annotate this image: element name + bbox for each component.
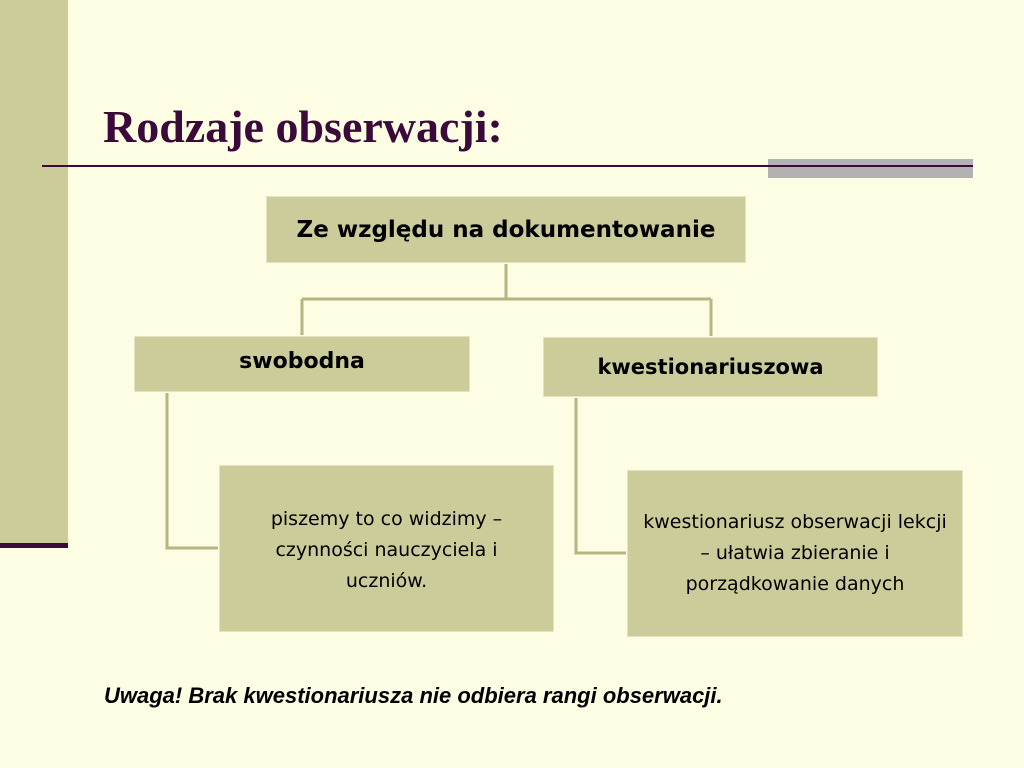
diagram-root-label: Ze względu na dokumentowanie	[296, 216, 716, 243]
branch-label-swobodna: swobodna	[239, 349, 365, 374]
slide-note: Uwaga! Brak kwestionariusza nie odbiera rangi obserwacji.	[104, 683, 723, 708]
branch-node-swobodna	[134, 336, 470, 392]
detail-node-kwestionariuszowa	[627, 470, 963, 637]
detail-text-kwestionariuszowa: kwestionariusz obserwacji lekcji – ułatwia zbieranie i porządkowanie danych	[643, 511, 947, 595]
diagram-root-node	[266, 196, 746, 263]
connector-kwestionariuszowa-to-detail	[576, 398, 626, 553]
detail-node-swobodna	[219, 465, 554, 632]
slide-title: Rodzaje obserwacji:	[103, 101, 503, 152]
detail-text-swobodna: piszemy to co widzimy – czynności nauczyciela i uczniów.	[270, 508, 503, 592]
connector-swobodna-to-detail	[167, 393, 218, 548]
branch-node-kwestionariuszowa	[543, 337, 878, 397]
branch-label-kwestionariuszowa: kwestionariuszowa	[597, 355, 824, 379]
